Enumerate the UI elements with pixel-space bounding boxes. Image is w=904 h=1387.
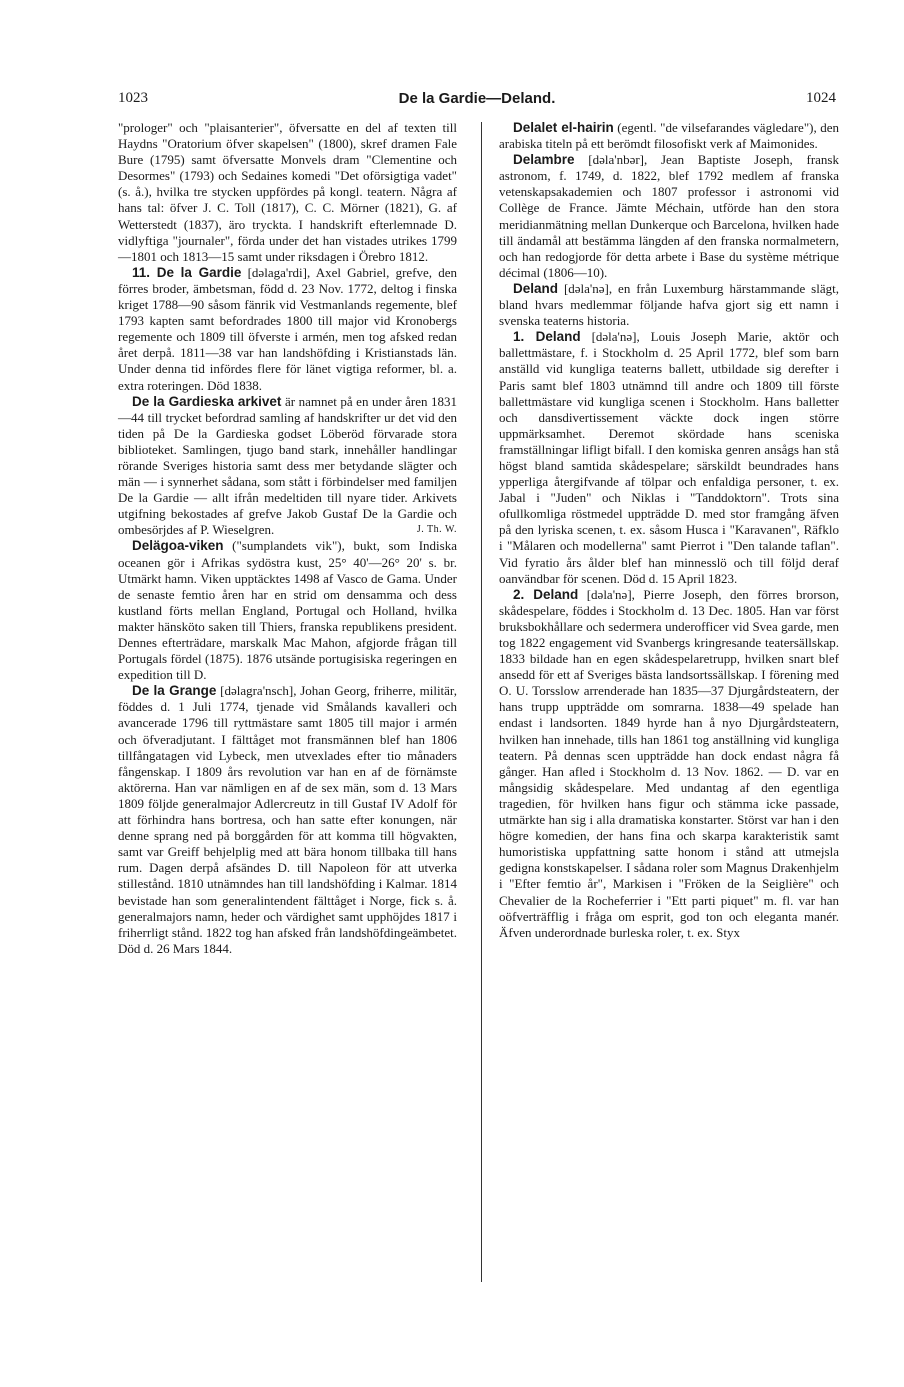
entry-headword: Delambre (513, 152, 575, 168)
column-divider (481, 122, 482, 1282)
page-header (118, 90, 836, 114)
entry-headword: 2. Deland (513, 586, 579, 602)
entry-de-la-gardieska-arkivet: De la Gardieska arkivet är namnet på en under åren 1831—44 till trycket befordrad samling af handskrifter ur det vid den tiden på De la Gardieska godset Löberöd förvarade stora biblioteket. Samlingen, tjugo band stark, innehåller handlingar rörande Sveriges historia samt dess mer betydande slägter och män — i synnerhet sådana, som stått i förbindelser med familjen De la Gardie — allt ifrån medeltiden till nyare tider. Arkivets utgifning bekostades af grefve Jakob Gustaf De la Gardie och ombesörjdes af P. Wieselgren. J. Th. W. (118, 393, 458, 538)
entry-delalet-el-hairin: Delalet el-hairin (egentl. "de vilsefarandes vägledare"), den arabiska titeln på ett berömdt filosofiskt verk af Maimonides. (499, 120, 839, 152)
entry-deland: Deland [dəla'nə], en från Luxemburg härstammande slägt, bland hvars medlemmar följande hafva gjort sig ett namn i svenska teaterns historia. (499, 280, 839, 329)
entry-deland-1: 1. Deland [dəla'nə], Louis Joseph Marie, aktör och ballettmästare, f. i Stockholm d. 25 April 1772, blef som barn anställd vid kungliga teaterns ballett, utbildade sig derefter i Paris samt blef 1803 utnämnd till andre och 1809 till förste ballettmästare vid kungliga scenen i Stockholm. Hans balletter och dansdivertissement väckte dock ingen större uppmärksamhet. Deremot skördade hans sceniska framställningar lifligt bifall. I den komiska genren ansågs han stå högst bland samtida skådespelare; särskildt beundrades hans ypperliga återgifvande af tölpar och enfaldiga personer, t. ex. Jabal i "Juden" och Niklas i "Tanddoktorn". Trots sina ofullkomliga röstmedel uppträdde D. med stor framgång äfven på den lyriska scenen, t. ex. såsom Husca i "Karavanen", Räfklo i "Målaren och modellerna" samt Pierrot i "Den talande taflan". Vid fyratio års ålder blef han minnesslö och till följd deraf oanvändbar för scenen. Död d. 15 April 1823. (499, 329, 839, 586)
entry-delagoa-viken: Delägoa-viken ("sumplandets vik"), bukt, som Indiska oceanen gör i Afrikas sydöstra kust, 25° 40'—26° 20' s. br. Utmärkt hamn. Viken upptäcktes 1498 af Vasco de Gama. Under de senaste femtio åren har en strid om densamma och dess kustland förts mellan England, Portugal och Holland, hvilka makter hänsköto saken till Thiers, franska republikens president. Dennes efterträdare, marskalk Mac Mahon, afgjorde frågan till Portugals fördel (1875). 1876 utsände portugisiska regeringen en expedition till D. (118, 538, 457, 683)
left-column (118, 120, 457, 957)
entry-headword: De la Grange (132, 683, 217, 699)
page-number-right: 1024 (806, 90, 836, 106)
paragraph: "prologer" och "plaisanterier", öfversatte en del af texten till Haydns "Oratorium öfver skapelsen" (1800), skref dramen Fale Bure (1795) samt öfversatte Monvels dram "Clementine och Desormes" (1793) och Sedaines komedi "Det oförsigtiga vadet" (s. å.), hvilka tre stycken uppfördes på kongl. teatern. Några af hans tal: öfver J. C. Toll (1817), C. C. Mörner (1821), G. af Wetterstedt (1837), äro tryckta. I handskrift efterlemnade D. vidlyftiga "journaler", förda under det han vistades utrikes 1799—1801 och 1813—15 samt under riksdagen i Örebro 1812. (118, 120, 457, 264)
entry-delambre: Delambre [dəla'nbər], Jean Baptiste Joseph, fransk astronom, f. 1749, d. 1822, blef 1792 medlem af franska vetenskapsakademien och 1807 professor i astronomi vid Collège de France. Jämte Méchain, utförde han den stora meridianmätning mellan Dunkerque och Barcelona, hvilken hade till ändamål att bestämma längden af den franska normalmetern, och han redogjorde för detta arbete i Base du système métrique décimal (1806—10). (499, 152, 839, 280)
entry-headword: 1. Deland (513, 329, 581, 345)
entry-de-la-grange: De la Grange [dəlagra'nsch], Johan Georg, friherre, militär, föddes d. 1 Juli 1774, tjenade vid Smålands kavalleri och avancerade 1796 till ryttmästare samt 1805 till major i armén och öfveradjutant. I fälttåget mot fransmännen blef han 1806 tillfångatagen vid Lybeck, men utvexlades efter tio månaders fångenskap. I 1809 års revolution var han en af de förnämste aktörerna. Han var nämligen en af de sex män, som d. 13 Mars 1809 följde generalmajor Adlercreutz in till Gustaf IV Adolf för att förhindra hans bortresa, och han satte efter konungen, när denne sprang ned på borggården för att komma till högvakten, samt var Greiff behjelplig med att bära honom tillbaka till hans rum. Dagen derpå afsändes D. till Napoleon för att utverka stillestånd. 1810 utnämndes han till landshöfding i Kalmar. 1814 bevistade han som generalintendent fälttåget i Norge, fick s. å. generalmajors namn, heder och värdighet samt upphöjdes 1817 i friherrligt stånd. 1822 tog han afsked från landshöfdingeämbetet. Död d. 26 Mars 1844. (118, 683, 457, 956)
right-column (499, 120, 839, 941)
entry-deland-2: 2. Deland [dəla'nə], Pierre Joseph, den förres brorson, skådespelare, föddes i Stockholm d. 13 Dec. 1805. Han var först bruksbokhållare och sedermera underofficer vid Svea garde, men tog 1822 engagement vid Svanbergs kringresande teatersällskap. 1833 bildade han en egen skådespelaretrupp, hvilken snart blef ansedd för ett af Sveriges bästa landsortssällskap. I förening med O. U. Torsslow arrenderade han 1835—37 Djurgårdsteatern, der hans trupp uppträdde om somrarna. 1838—49 spelade han endast i landsorten. 1849 hyrde han å nyo Djurgårdsteatern, hvilken han innehade, tills han 1861 tog anställning vid kungliga teatern. På dennas scen uppträdde han dock endast några få gånger. Han afled i Stockholm d. 13 Nov. 1862. — D. var en mångsidig skådespelare. Med undantag af den egentliga tragedien, för hvilken hans figur och stämma icke passade, utmärkte han sig i alla dramatiska konstarter. Störst var han i den högre komedien, der hans fina och skarpa karakteristik samt humoristiska uppfattning satte honom i stånd att utmejsla gedigna konstskapelser. I sådana roler som Magnus Drakenhjelm i "Efter femtio år", Markisen i "Fröken de la Seiglière" och Chevalier de la Rocheferrier i "Ett parti piquet" m. fl. var han oöfverträfflig i fråga om esprit, god ton och eleganta manér. Äfven underordnade burleska roler, t. ex. Styx (499, 586, 839, 940)
author-signature: J. Th. W. (416, 524, 457, 536)
entry-headword: 11. De la Gardie (132, 264, 242, 280)
running-title: De la Gardie—Deland. (398, 90, 556, 107)
page-number-left: 1023 (118, 90, 148, 106)
entry-headword: Delalet el-hairin (513, 120, 614, 135)
entry-de-la-gardie-11: 11. De la Gardie [dəlaga'rdi], Axel Gabriel, grefve, den förres broder, ämbetsman, född d. 23 Nov. 1772, deltog i finska kriget 1788—90 såsom fänrik vid Vestmanlands regemente, blef 1793 kapten samt befordrades 1800 till major vid Kronobergs regemente och 1809 till öfverste i armén, men tog afsked redan året derpå. 1811—38 var han landshöfding i Kristianstads län. Under denna tid infördes flere för länet vigtiga reformer, bl. a. extra roteringen. Död 1838. (118, 264, 457, 393)
entry-headword: De la Gardieska arkivet (132, 393, 282, 409)
entry-headword: Delägoa-viken (132, 538, 224, 554)
entry-headword: Deland (513, 280, 559, 296)
